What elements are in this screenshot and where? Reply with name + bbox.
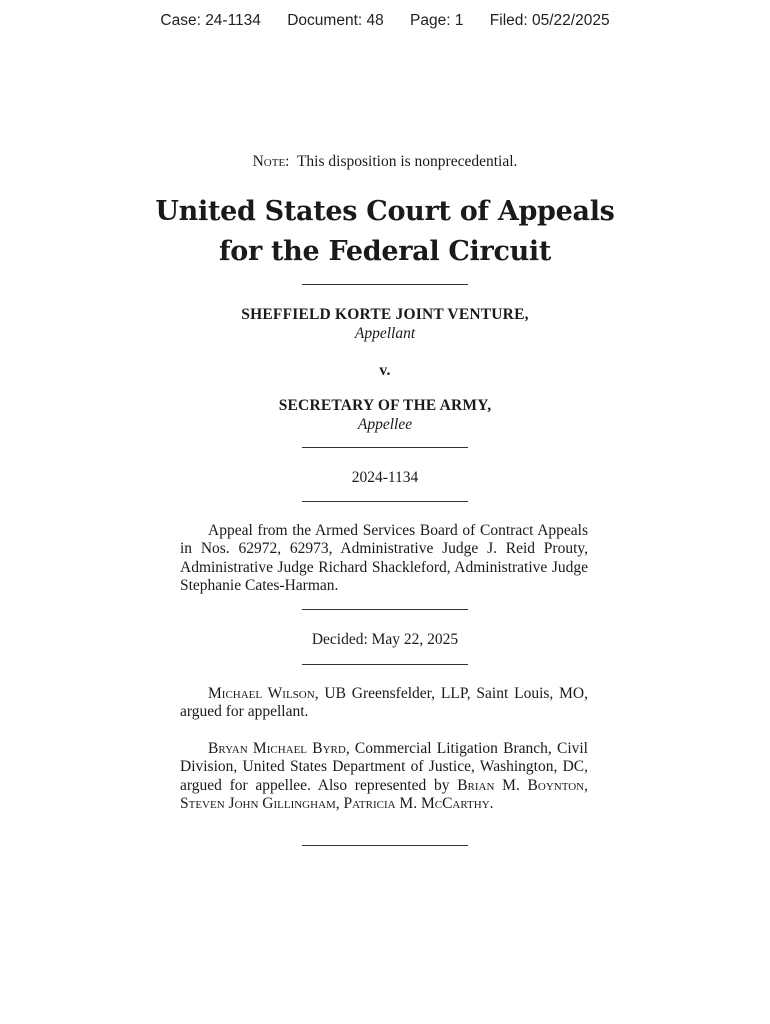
decided-date: Decided: May 22, 2025	[311, 631, 459, 648]
note-text: This disposition is nonprecedential.	[296, 153, 518, 170]
divider-rule	[302, 845, 468, 846]
counsel-name: Michael Wilson	[208, 685, 315, 702]
divider-rule	[302, 609, 468, 610]
divider-rule	[302, 501, 468, 502]
appellant-role: Appellant	[354, 325, 416, 342]
also-counsel-name: Patricia M. McCarthy	[343, 795, 490, 813]
counsel-appellant-paragraph	[180, 685, 588, 722]
page-number: Page: 1	[410, 12, 464, 29]
counsel-appellee-paragraph: Bryan Michael Byrd, Commercial Litigation Branch, Civil Division, United States Department of Justice, Washington, DC, argued for appellee. Also represented by Brian M. Boynton, Steven John Gillingham, Patricia M. McCarthy.	[180, 740, 588, 813]
court-title-line1: United States Court of Appeals	[155, 196, 615, 227]
case-number: Case: 24-1134	[160, 12, 261, 29]
also-counsel-name: Brian M. Boynton	[457, 776, 585, 794]
versus-label: v.	[379, 362, 391, 379]
appellant-name: SHEFFIELD KORTE JOINT VENTURE,	[241, 306, 529, 323]
counsel-text: , UB Greensfelder, LLP, Saint Louis, MO, argued for appellant.	[180, 685, 588, 721]
appellee-name: SECRETARY OF THE ARMY,	[278, 397, 492, 414]
document-number: Document: 48	[287, 12, 384, 29]
appeal-paragraph: Appeal from the Armed Services Board of Contract Appeals in Nos. 62972, 62973, Administrative Judge J. Reid Prouty, Administrative Judge Richard Shackleford, Administrative Judge Stephanie Cates-Harman.	[180, 522, 588, 595]
note-label: Note:	[252, 153, 290, 170]
court-title	[0, 192, 770, 272]
appellant-block	[0, 305, 770, 343]
also-counsel-name: Steven John Gillingham	[180, 795, 336, 813]
appellee-role: Appellee	[357, 416, 413, 433]
divider-rule	[302, 664, 468, 665]
disposition-note	[0, 153, 770, 171]
counsel-name: Bryan Michael Byrd	[208, 740, 346, 757]
counsel-text: , Commercial Litigation Branch, Civil Division, United States Department of Justice, Washington, DC, argued for appellee. Also represented by	[180, 740, 588, 794]
filing-header	[0, 12, 770, 30]
docket-number: 2024-1134	[351, 469, 419, 486]
filed-date: Filed: 05/22/2025	[489, 12, 610, 29]
divider-rule	[302, 284, 468, 285]
court-title-line2: for the Federal Circuit	[218, 236, 552, 267]
divider-rule	[302, 447, 468, 448]
appellee-block	[0, 396, 770, 434]
